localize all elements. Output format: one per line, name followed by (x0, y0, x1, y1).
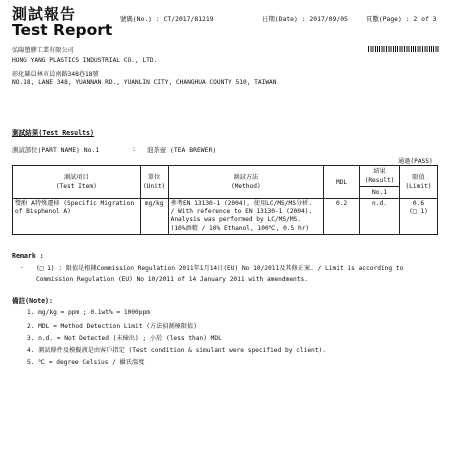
cell-limit-value: 0.6 (412, 200, 425, 207)
col-header-unit-en: (Unit) (142, 183, 166, 190)
col-header-unit (140, 166, 168, 199)
col-header-result-zh: 結果 (373, 168, 386, 175)
col-header-limit-zh: 限值 (412, 174, 425, 181)
col-header-item-en: (Test Item) (55, 183, 97, 190)
cell-mdl: 0.2 (324, 199, 360, 235)
remark-dash: - (20, 264, 24, 271)
part-name-colon: : (132, 145, 136, 153)
note-item: 2. MDL = Method Detection Limit (方法偵測極限值) (27, 323, 197, 330)
company-address-zh: 彰化縣員林市員南路348巷18號 (12, 71, 99, 78)
cell-result: n.d. (360, 199, 400, 235)
report-title-en: Test Report (12, 21, 113, 39)
remark-title: Remark : (12, 252, 44, 260)
col-header-item-zh: 測試項目 (63, 174, 89, 181)
notes-title: 備註(Note): (12, 297, 53, 305)
col-header-limit-en: (Limit) (405, 183, 432, 190)
pass-note: 通過(PASS) (398, 158, 433, 165)
cell-item-line: of Bisphenol A) (15, 208, 71, 216)
table-row (13, 199, 438, 235)
col-header-mdl: MDL (324, 166, 360, 199)
results-table-main (12, 165, 438, 235)
part-name-value: 泡茶壺 (TEA BREWER) (147, 146, 217, 154)
cell-method-line: Analysis was performed by LC/MS/MS. (170, 216, 301, 224)
note-item: 1. mg/kg = ppm ; 0.1wt% = 1000ppm (27, 309, 150, 316)
col-header-result (360, 166, 400, 187)
results-section-title: 測試結果(Test Results) (12, 129, 94, 137)
note-item: 5. ℃ = degree Celsius / 攝氏溫度 (27, 359, 145, 366)
part-name-label: 測試部位(PART NAME) No.1 (12, 146, 100, 154)
col-header-method-en: (Method) (230, 183, 261, 190)
barcode (368, 46, 440, 52)
remark-text: (□ 1) : 限值是根據Commission Regulation 2011年1月14日(EU) No 10/2011及其修正案. / Limit is according to Commission Regulation (EU) No 10/2011 of 14 January 2011 with amendments. (36, 265, 404, 283)
col-header-result-no: No.1 (360, 187, 400, 199)
company-name-en: HONG YANG PLASTICS INDUSTRIAL CO., LTD. (12, 57, 158, 64)
cell-unit: mg/kg (140, 199, 168, 235)
note-item: 4. 測試條件及模擬液是由客戶指定 (Test condition & simulant were specified by client). (27, 347, 326, 354)
page-number: 頁數(Page) : 2 of 3 (366, 15, 437, 23)
cell-method-line: (10%酒精 / 10% Ethanol, 100℃, 0.5 hr) (170, 224, 310, 232)
cell-item-line: 雙酚 A特殊遷移 (Specific Migration (15, 200, 135, 207)
report-date: 日期(Date) : 2017/09/05 (262, 15, 348, 23)
col-header-limit (399, 166, 437, 199)
company-address-en: NO.18, LANE 348, YUANNAN RD., YUANLIN CITY, CHANGHUA COUNTY 510, TAIWAN (12, 79, 277, 86)
company-name-zh: 弘陽塑膠工業有限公司 (12, 47, 74, 54)
report-number: 號碼(No.) : CT/2017/81219 (120, 15, 214, 23)
cell-item (13, 199, 141, 235)
col-header-item (13, 166, 141, 199)
table-header-row (13, 166, 438, 187)
col-header-method-zh: 測試方法 (233, 174, 259, 181)
note-item: 3. n.d. = Not Detected (未檢出) ; 小於 (less than) MDL (27, 335, 222, 342)
col-header-result-en: (Result) (364, 177, 395, 184)
cell-method-line: 參考EN 13130-1 (2004), 使用LC/MS/MS分析. (170, 200, 313, 207)
cell-method-line: / With reference to EN 13130-1 (2004). (170, 208, 313, 216)
col-header-method (168, 166, 324, 199)
cell-limit-ref: (□ 1) (409, 208, 428, 216)
col-header-unit-zh: 單位 (147, 174, 161, 181)
cell-method (168, 199, 324, 235)
report-title-zh: 測試報告 (12, 5, 77, 23)
cell-limit (399, 199, 437, 235)
